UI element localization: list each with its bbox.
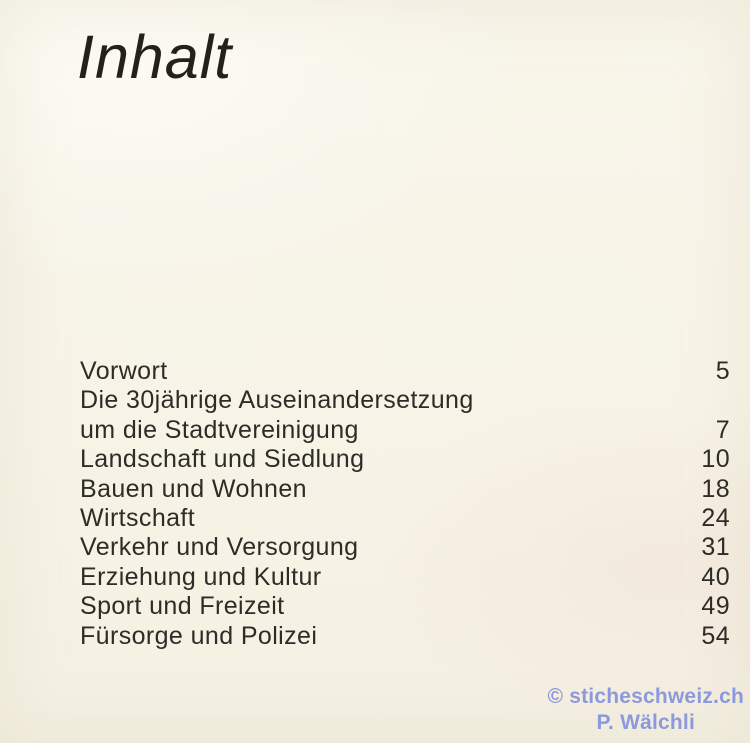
toc-entry-label: Sport und Freizeit (80, 592, 285, 621)
toc-entry-page: 24 (701, 504, 730, 533)
watermark (548, 684, 744, 736)
toc-row (80, 416, 730, 445)
toc-row (80, 533, 730, 562)
toc-entry-page: 54 (701, 621, 730, 650)
toc-entry-label: Wirtschaft (80, 504, 196, 533)
toc-entry-label: Erziehung und Kultur (80, 562, 322, 591)
watermark-copyright: © sticheschweiz.ch (547, 685, 744, 708)
toc-entry-page: 31 (701, 533, 730, 562)
toc-row (80, 445, 730, 474)
toc-row (80, 504, 730, 533)
toc-entry-page: 49 (701, 592, 730, 621)
toc-row (80, 563, 730, 592)
toc-entry-label: Verkehr und Versorgung (80, 533, 359, 562)
table-of-contents (80, 357, 730, 651)
toc-row (80, 622, 730, 651)
toc-entry-page: 7 (715, 415, 730, 444)
toc-entry-label: Fürsorge und Polizei (80, 621, 318, 650)
toc-entry-page: 18 (701, 474, 730, 503)
toc-entry-label: Die 30jährige Auseinandersetzung (80, 386, 474, 415)
watermark-author: P. Wälchli (596, 711, 695, 734)
toc-entry-page: 5 (715, 357, 730, 385)
toc-entry-label: Bauen und Wohnen (80, 474, 307, 503)
toc-row (80, 386, 730, 415)
page-title: Inhalt (77, 23, 233, 91)
toc-entry-page: 10 (701, 445, 730, 474)
toc-entry-page: 40 (701, 562, 730, 591)
toc-row (80, 357, 730, 386)
toc-entry-label: um die Stadtvereinigung (80, 415, 359, 444)
toc-entry-label: Landschaft und Siedlung (80, 445, 365, 474)
toc-row (80, 475, 730, 504)
toc-entry-label: Vorwort (80, 357, 168, 385)
toc-row (80, 592, 730, 621)
